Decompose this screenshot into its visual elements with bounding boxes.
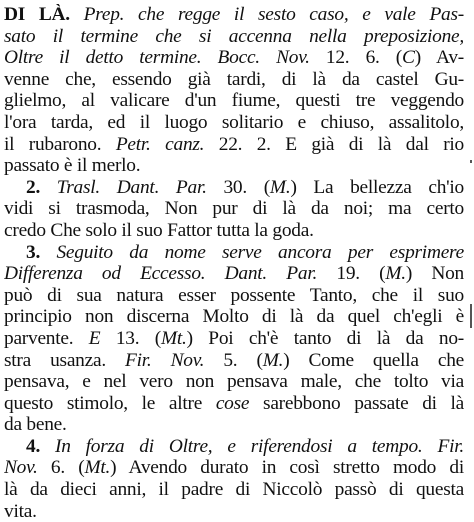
entry-text: il rubarono. — [4, 133, 116, 155]
text-line — [4, 479, 464, 501]
entry-text: vita. — [4, 500, 37, 522]
entry-text: 12. 6. ( — [309, 47, 403, 69]
entry-text: C — [402, 47, 415, 69]
entry-text: Trasl. Dant. Par. — [56, 176, 207, 198]
text-line — [4, 155, 464, 177]
entry-text: Mt. — [161, 327, 187, 349]
entry-text: 5. ( — [204, 349, 263, 371]
entry-text: questo stimolo, le altre — [4, 392, 216, 414]
entry-text: passato è il merlo. — [4, 155, 141, 177]
text-line — [4, 220, 464, 242]
text-line — [4, 177, 464, 199]
text-line — [4, 4, 464, 26]
entry-text: 22. 2. E già di là dal rio — [204, 133, 464, 155]
margin-mark — [470, 304, 472, 328]
entry-text: ) Come quella che — [283, 349, 464, 371]
entry-senses — [4, 177, 464, 522]
sense-number: 4. — [26, 435, 56, 457]
entry-text: sarebbono passate di là — [249, 392, 464, 414]
sense-block — [4, 242, 464, 436]
entry-text: Prep. che regge il sesto caso, e vale Pas- — [83, 4, 464, 25]
entry-text: Oltre il detto termine. — [4, 47, 202, 69]
text-line — [4, 436, 464, 458]
sense-block — [4, 436, 464, 522]
entry-definition — [4, 4, 464, 177]
entry-text: ) Av- — [414, 47, 464, 69]
text-line — [4, 393, 464, 415]
text-line — [4, 26, 464, 48]
text-line — [4, 328, 464, 350]
entry-text: ) Avendo durato in così stretto modo di — [110, 457, 464, 479]
entry-text: sato il termine che si accenna nella preposizione, — [4, 25, 464, 47]
entry-text: Bocc. Nov. — [201, 47, 310, 69]
entry-text: pensava, e nel vero non pensava male, che tolto via — [4, 371, 464, 393]
entry-text: 13. ( — [100, 327, 161, 349]
text-line — [4, 285, 464, 307]
entry-text: può di sua natura esser possente Tanto, che il suo — [4, 284, 464, 306]
entry-text: Mt. — [84, 457, 111, 479]
entry-text: 19. ( — [317, 263, 386, 285]
entry-text: credo Che solo il suo Fattor tutta la goda. — [4, 219, 314, 241]
entry-text: là da dieci anni, il padre di Niccolò passò di questa — [4, 479, 464, 501]
entry-text: M. — [269, 176, 291, 198]
sense-number: 2. — [26, 176, 57, 198]
text-line — [4, 414, 464, 436]
text-line — [4, 263, 464, 285]
headword: DI LÀ. — [4, 4, 70, 25]
text-line — [4, 501, 464, 522]
entry-text: venne che, essendo già tardi, di là da castel Gu- — [4, 68, 464, 90]
entry-text: E — [88, 327, 101, 349]
text-line — [4, 198, 464, 220]
entry-text: l'ora tarda, ed il luogo solitario e chiuso, assalitolo, — [4, 111, 464, 133]
entry-text: ) Poi ch'è tanto di là da no- — [186, 327, 464, 349]
entry-text: da bene. — [4, 414, 67, 436]
margin-mark — [470, 160, 472, 163]
entry-text: Seguito da nome serve ancora per esprimere — [56, 241, 464, 263]
entry-text: M. — [262, 349, 284, 371]
entry-text: glielmo, al valicare d'un fiume, questi tre veggendo — [4, 90, 464, 112]
entry-text: principio non discerna Molto di là da quel ch'egli è — [4, 306, 464, 328]
dictionary-entry — [4, 4, 464, 522]
entry-text — [70, 4, 84, 25]
entry-text: Nov. — [4, 457, 38, 479]
entry-text: Fir. Nov. — [125, 349, 205, 371]
text-line — [4, 134, 464, 156]
entry-text: 30. ( — [206, 176, 270, 198]
text-line — [4, 242, 464, 264]
text-line — [4, 350, 464, 372]
entry-text: vidi si trasmoda, Non pur di là da noi; ma certo — [4, 198, 464, 220]
entry-text: ) Non — [405, 263, 464, 285]
entry-text: 6. ( — [37, 457, 85, 479]
text-line — [4, 69, 464, 91]
entry-text: In forza di Oltre, e riferendosi a tempo. Fir. — [55, 435, 464, 457]
entry-text: M. — [385, 263, 406, 285]
sense-block — [4, 177, 464, 242]
entry-text: cose — [215, 392, 250, 414]
text-line — [4, 90, 464, 112]
entry-text: stra usanza. — [4, 349, 126, 371]
entry-text: Differenza od Eccesso. Dant. Par. — [4, 263, 318, 285]
entry-text: parvente. — [4, 327, 89, 349]
text-line — [4, 306, 464, 328]
text-line — [4, 457, 464, 479]
text-line — [4, 112, 464, 134]
text-line — [4, 47, 464, 69]
entry-text: ) La bellezza ch'io — [290, 176, 464, 198]
text-line — [4, 371, 464, 393]
entry-text: Petr. canz. — [115, 133, 205, 155]
sense-number: 3. — [26, 241, 57, 263]
